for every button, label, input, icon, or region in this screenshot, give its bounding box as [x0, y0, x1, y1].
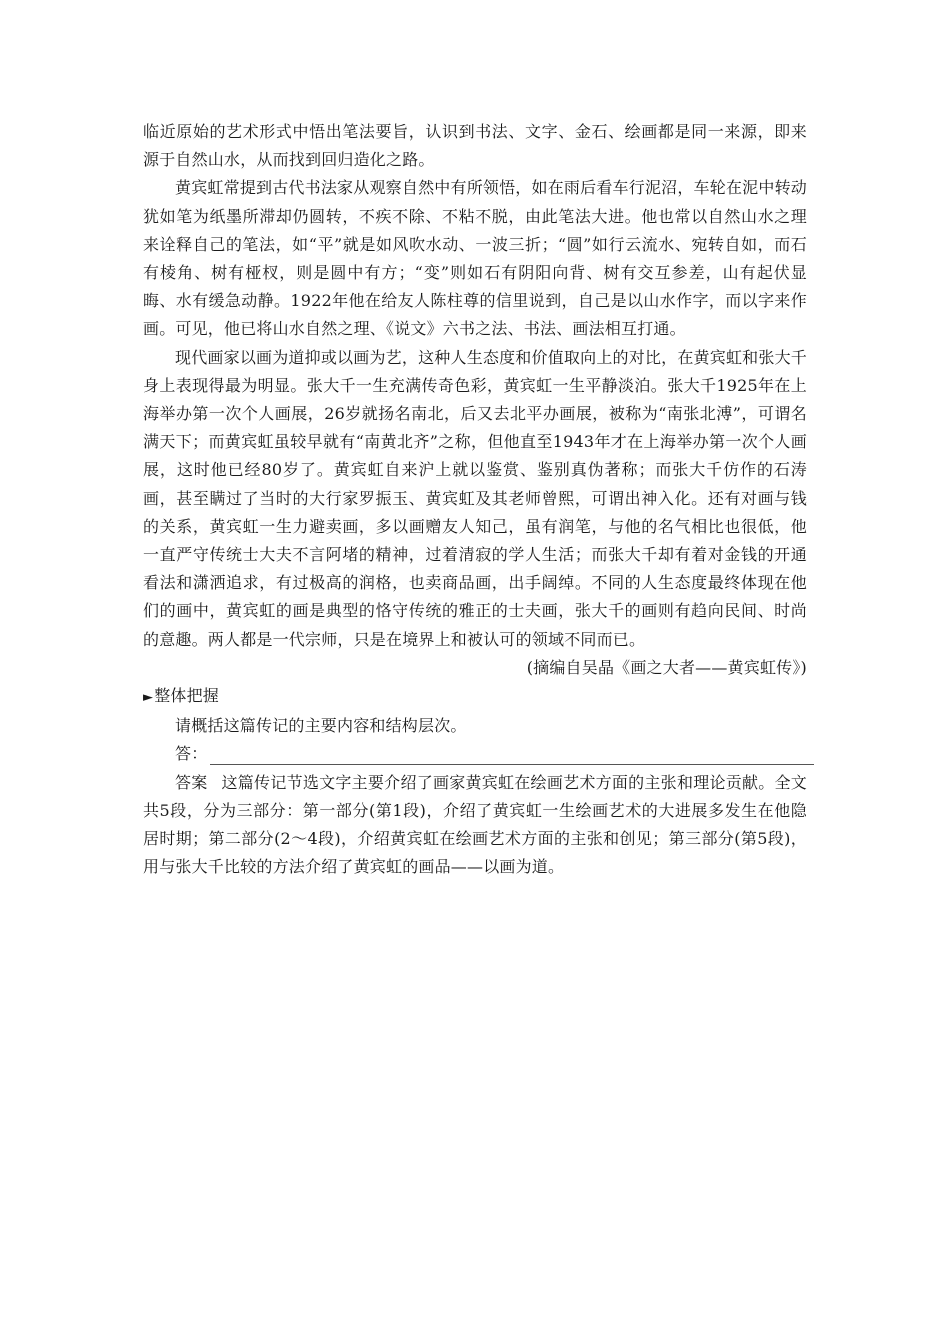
answer-block [143, 769, 807, 882]
section-heading [143, 682, 807, 712]
paragraph-2: 黄宾虹常提到古代书法家从观察自然中有所领悟，如在雨后看车行泥沼，车轮在泥中转动犹如笔为纸墨所滞却仍圆转，不疾不除、不粘不脱，由此笔法大进。他也常以自然山水之理来诠释自己的笔法，如“平”就是如风吹水动、一波三折；“圆”如行云流水、宛转自如，而石有棱角、树有桠杈，则是圆中有方；“变”则如石有阴阳向背、树有交互参差，山有起伏显晦、水有缓急动静。1922年他在给友人陈柱尊的信里说到，自己是以山水作字，而以字来作画。可见，他已将山水自然之理、《说文》六书之法、书法、画法相互打通。 [143, 178, 807, 339]
answer-input-line [143, 740, 807, 768]
answer-content: 这篇传记节选文字主要介绍了画家黄宾虹在绘画艺术方面的主张和理论贡献。全文共5段，分为三部分：第一部分(第1段)，介绍了黄宾虹一生绘画艺术的大进展多发生在他隐居时期；第二部分(2～4段)，介绍黄宾虹在绘画艺术方面的主张和创见；第三部分(第5段)，用与张大千比较的方法介绍了黄宾虹的画品——以画为道。 [143, 772, 807, 877]
document-page [143, 118, 807, 881]
paragraph-3: 现代画家以画为道抑或以画为艺，这种人生态度和价值取向上的对比，在黄宾虹和张大千身上表现得最为明显。张大千一生充满传奇色彩，黄宾虹一生平静淡泊。张大千1925年在上海举办第一次个人画展，26岁就扬名南北，后又去北平办画展，被称为“南张北溥”，可谓名满天下；而黄宾虹虽较早就有“南黄北齐”之称，但他直至1943年才在上海举办第一次个人画展，这时他已经80岁了。黄宾虹自来沪上就以鉴赏、鉴别真伪著称；而张大千仿作的石涛画，甚至瞒过了当时的大行家罗振玉、黄宾虹及其老师曾熙，可谓出神入化。还有对画与钱的关系，黄宾虹一生力避卖画，多以画赠友人知己，虽有润笔，与他的名气相比也很低，他一直严守传统士大夫不言阿堵的精神，过着清寂的学人生活；而张大千却有着对金钱的开通看法和潇洒追求，有过极高的润格，也卖商品画，出手阔绰。不同的人生态度最终体现在他们的画中，黄宾虹的画是典型的恪守传统的雅正的士夫画，张大千的画则有趋向民间、时尚的意趣。两人都是一代宗师，只是在境界上和被认可的领域不同而已。 [143, 347, 807, 649]
answer-prompt: 答： [175, 744, 208, 764]
source-citation: (摘编自吴晶《画之大者——黄宾虹传》) [526, 657, 807, 677]
triangle-arrow-icon: ► [143, 690, 154, 706]
section-title: 整体把握 [154, 686, 220, 706]
answer-blank[interactable] [210, 745, 814, 765]
answer-label: 答案 [175, 772, 208, 792]
paragraph-1: 临近原始的艺术形式中悟出笔法要旨，认识到书法、文字、金石、绘画都是同一来源，即来源于自然山水，从而找到回归造化之路。 [143, 122, 807, 170]
question-text: 请概括这篇传记的主要内容和结构层次。 [175, 716, 467, 736]
